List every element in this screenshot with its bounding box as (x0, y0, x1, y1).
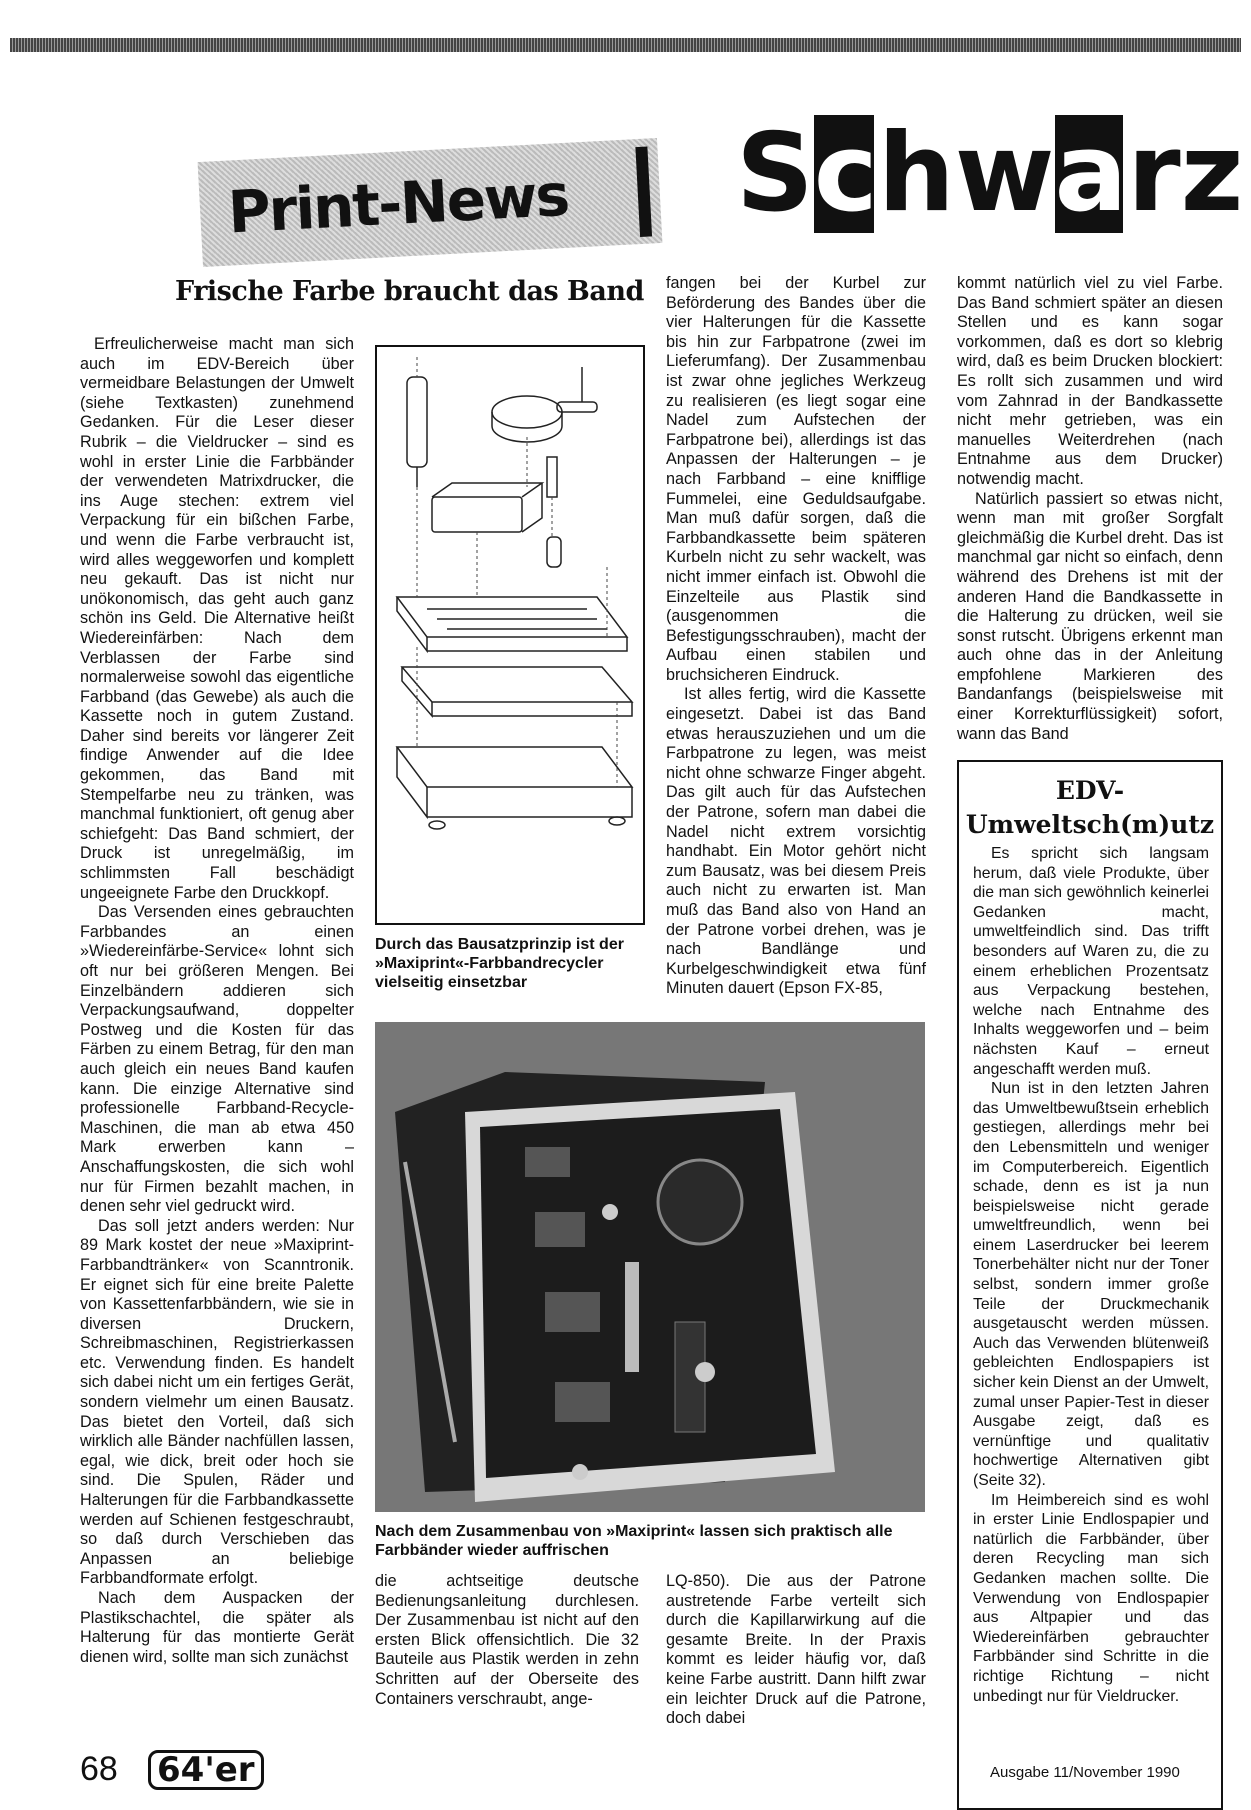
sidebar-title-line2: Umweltsch(m)utz (965, 810, 1215, 839)
sidebar-title (959, 774, 1221, 842)
article-headline: Frische Farbe braucht das Band (175, 276, 644, 307)
photo-caption: Nach dem Zusammenbau von »Maxiprint« lassen sich praktisch alle Farbbänder wieder auffrischen (375, 1523, 893, 1559)
section-title-letter: z (1180, 111, 1240, 236)
page-number: 68 (80, 1750, 118, 1788)
paragraph: Natürlich passiert so etwas nicht, wenn man mit großer Sorgfalt gleichmäßig die Kurbel dreht. Das ist manchmal gar nicht so einfach, denn während des Drehens ist mit der anderen Hand die Bandkassette in die Halterung zu drücken, weil sie sonst rutscht. Übrigens erkennt man auch ohne das in der Anleitung empfohlene Markieren des Bandanfangs (beispielsweise mit einer Korrekturflüssigkeit) sofort, wann das Band (957, 489, 1223, 743)
rubric-banner (198, 138, 663, 267)
section-title-letter: c (813, 111, 874, 236)
column-2 (666, 274, 926, 999)
photo-illustration (375, 1022, 925, 1512)
issue-info: Ausgabe 11/November 1990 (990, 1764, 1180, 1781)
paragraph: Es spricht sich langsam herum, daß viele Produkte, über die man sich gewöhnlich keinerlei Gedanken macht, umweltfeindlich sind. Das trifft besonders auf Waren zu, die zu einem erheblichen Prozentsatz aus Verpackung bestehen, welche nach Entnahme des Inhalts weggeworfen und – beim nächsten Kauf – erneut angeschafft werden muß. (973, 845, 1209, 1078)
drawing-illustration (377, 347, 643, 923)
column-4 (375, 1572, 639, 1709)
paragraph: Ist alles fertig, wird die Kassette eingesetzt. Dabei ist das Band etwas herauszuziehen und um die Farbpatrone zu legen, was meist nicht ohne schwarze Finger abgeht. Das gilt auch für das Aufstechen der Patrone, sofern man dabei die Nadel nicht extrem vorsichtig handhabt. Ein Motor gehört nicht zum Bausatz, was bei diesem Preis auch nicht zu erwarten ist. Man muß das Band also von Hand an der Patrone vorbei drehen, was je nach Bandlänge und Kurbelgeschwindigkeit etwa fünf Minuten dauert (Epson FX-85, (666, 685, 926, 998)
column-5 (666, 1572, 926, 1729)
paragraph: fangen bei der Kurbel zur Beförderung des Bandes über die vier Halterungen für die Kassette bis hin zur Farbpatrone (zwei im Lieferumfang). Der Zusammenbau ist zwar ohne jegliches Werkzeug zu realisieren (es liegt sogar eine Nadel zum Aufstechen der Farbpatrone bei), allerdings ist das Anpassen der Halterungen – je nach Farbband – eine knifflige Fummelei, eine Geduldsaufgabe. Man muß dafür sorgen, daß die Farbbandkassette beim späteren Kurbeln nicht zu sehr wackelt, was nicht immer einfach ist. Obwohl die Einzelteile aus Plastik sind (ausgenommen die Befestigungsschrauben), macht der Aufbau einen stabilen und bruchsicheren Eindruck. (666, 274, 926, 684)
paragraph: Nach dem Auspacken der Plastikschachtel, die später als Halterung für das montierte Gerät dienen wird, sollte man sich zunächst (80, 1589, 354, 1666)
paragraph: Das Versenden eines gebrauchten Farbbandes an einen »Wiedereinfärbe-Service« lohnt sich oft nur bei größeren Mengen. Bei Einzelbändern addieren sich Verpackungsaufwand, doppelter Postweg und die Kosten für das Färben zu einem Betrag, für den man auch gleich ein neues Band kaufen kann. Die einzige Alternative sind professionelle Farbband-Recycle-Maschinen, die man ab etwa 450 Mark erwerben kann – Anschaffungskosten, die sich wohl nur für Firmen bezahlt machen, in denen sehr viel gedruckt wird. (80, 903, 354, 1216)
paragraph: die achtseitige deutsche Bedienungsanleitung durchlesen. Der Zusammenbau ist nicht auf den ersten Blick offensichtlich. Die 32 Bauteile aus Plastik werden in zehn Schritten auf der Oberseite des Containers verschraubt, ange- (375, 1572, 639, 1708)
drawing-caption: Durch das Bausatzprinzip ist der »Maxiprint«-Farbbandrecycler vielseitig einsetzbar (375, 936, 624, 991)
column-1 (80, 335, 354, 1667)
paragraph: Im Heimbereich sind es wohl in erster Linie Endlospapier und natürlich die Farbbänder, über deren Recycling man sich Gedanken machen sollte. Die Verwendung von Endlospapier aus Altpapier und das Wiedereinfärben gebrauchter Farbbänder sind Schritte in die richtige Richtung – nicht unbedingt nur für Vieldrucker. (973, 1491, 1209, 1705)
section-title-letter: a (1054, 111, 1124, 236)
section-title-letter: S (736, 111, 810, 236)
section-title-letter: r (1127, 111, 1177, 236)
paragraph: Nun ist in den letzten Jahren das Umweltbewußtsein erheblich gestiegen, allerdings mehr bei den Lebensmitteln und weniger im Computerbereich. Eigentlich schade, denn es ist ja nun beispielsweise nicht gerade umweltfreundlich, wenn bei einem Laserdrucker bei leerem Tonerbehälter nicht nur der Toner selbst, sondern immer große Teile der Druckmechanik ausgetauscht werden müssen. Auch das Verwenden blütenweiß gebleichten Endlospapiers ist sicher kein Dienst an der Umwelt, zumal unser Papier-Test in dieser Ausgabe zeigt, daß es vernünftige und qualitativ hochwertige Alternativen gibt (Seite 32). (973, 1080, 1209, 1489)
top-rule (10, 38, 1241, 52)
exploded-drawing (375, 345, 645, 925)
sidebar-box (957, 760, 1223, 1810)
section-title-letter: h (877, 111, 951, 236)
paragraph: LQ-850). Die aus der Patrone austretende Farbe verteilt sich durch die Kapillarwirkung auf die gesamte Breite. In der Praxis kommt es leider häufig vor, daß keine Farbe austritt. Dann hilft zwar ein leichter Druck auf die Patrone, doch dabei (666, 1572, 926, 1728)
paragraph: Erfreulicherweise macht man sich auch im EDV-Bereich über vermeidbare Belastungen der Umwelt (siehe Textkasten) zunehmend Gedanken. Für die Leser dieser Rubrik – die Vieldrucker – sind es wohl in erster Linie die Farbbänder der verwendeten Matrixdrucker, die ins Auge stechen: extrem viel Verpackung für ein bißchen Farbe, und wenn die Farbe verbraucht ist, wird alles weggeworfen und komplett neu gekauft. Das ist nicht nur unökonomisch, das geht auch ganz schön ins Geld. Die Alternative heißt Wiedereinfärben: Nach dem Verblassen der Farbe sind normalerweise sowohl das eigentliche Farbband (das Gewebe) als auch die Kassette noch in gutem Zustand. Daher sind bereits vor längerer Zeit findige Anwender auf die Idee gekommen, das Band mit Stempelfarbe neu zu tränken, was manchmal funktioniert, oft genug aber schiefgeht: Das Band schmiert, der Druck ist unregelmäßig, im schlimmsten Fall beschädigt ungeeignete Farbe den Druckkopf. (80, 335, 354, 902)
magazine-logo: 64'er (148, 1750, 264, 1790)
sidebar-text (973, 844, 1209, 1706)
sidebar-title-line1: EDV- (1055, 776, 1125, 805)
column-3 (957, 274, 1223, 744)
rubric-title: Print-News (226, 160, 570, 247)
section-title (736, 111, 1240, 236)
paragraph: kommt natürlich viel zu viel Farbe. Das Band schmiert später an diesen Stellen und es kann sogar vorkommen, daß es dort so klebrig wird, daß es beim Drucken blockiert: Es rollt sich zusammen und wird vom Zahnrad in der Bandkassette nicht mehr getrieben, was ein manuelles Weiterdrehen (nach Entnahme aus dem Drucker) notwendig macht. (957, 274, 1223, 488)
section-title-letter: w (954, 111, 1051, 236)
paragraph: Das soll jetzt anders werden: Nur 89 Mark kostet der neue »Maxiprint-Farbbandtränker« von Scanntronik. Er eignet sich für eine breite Palette von Kassettenfarbbändern, wie sie in diversen Druckern, Schreibmaschinen, Registrierkassen etc. Verwendung finden. Es handelt sich dabei nicht um ein fertiges Gerät, sondern vielmehr um einen Bausatz. Das bietet den Vorteil, daß sich wirklich alle Bänder nachfüllen lassen, egal, wie dick, breit oder hoch sie sind. Die Spulen, Räder und Halterungen für die Farbbandkassette werden auf Schienen festgeschraubt, so daß durch Verschieben das Anpassen an beliebige Farbbandformate erfolgt. (80, 1216, 354, 1588)
product-photo (375, 1022, 925, 1512)
